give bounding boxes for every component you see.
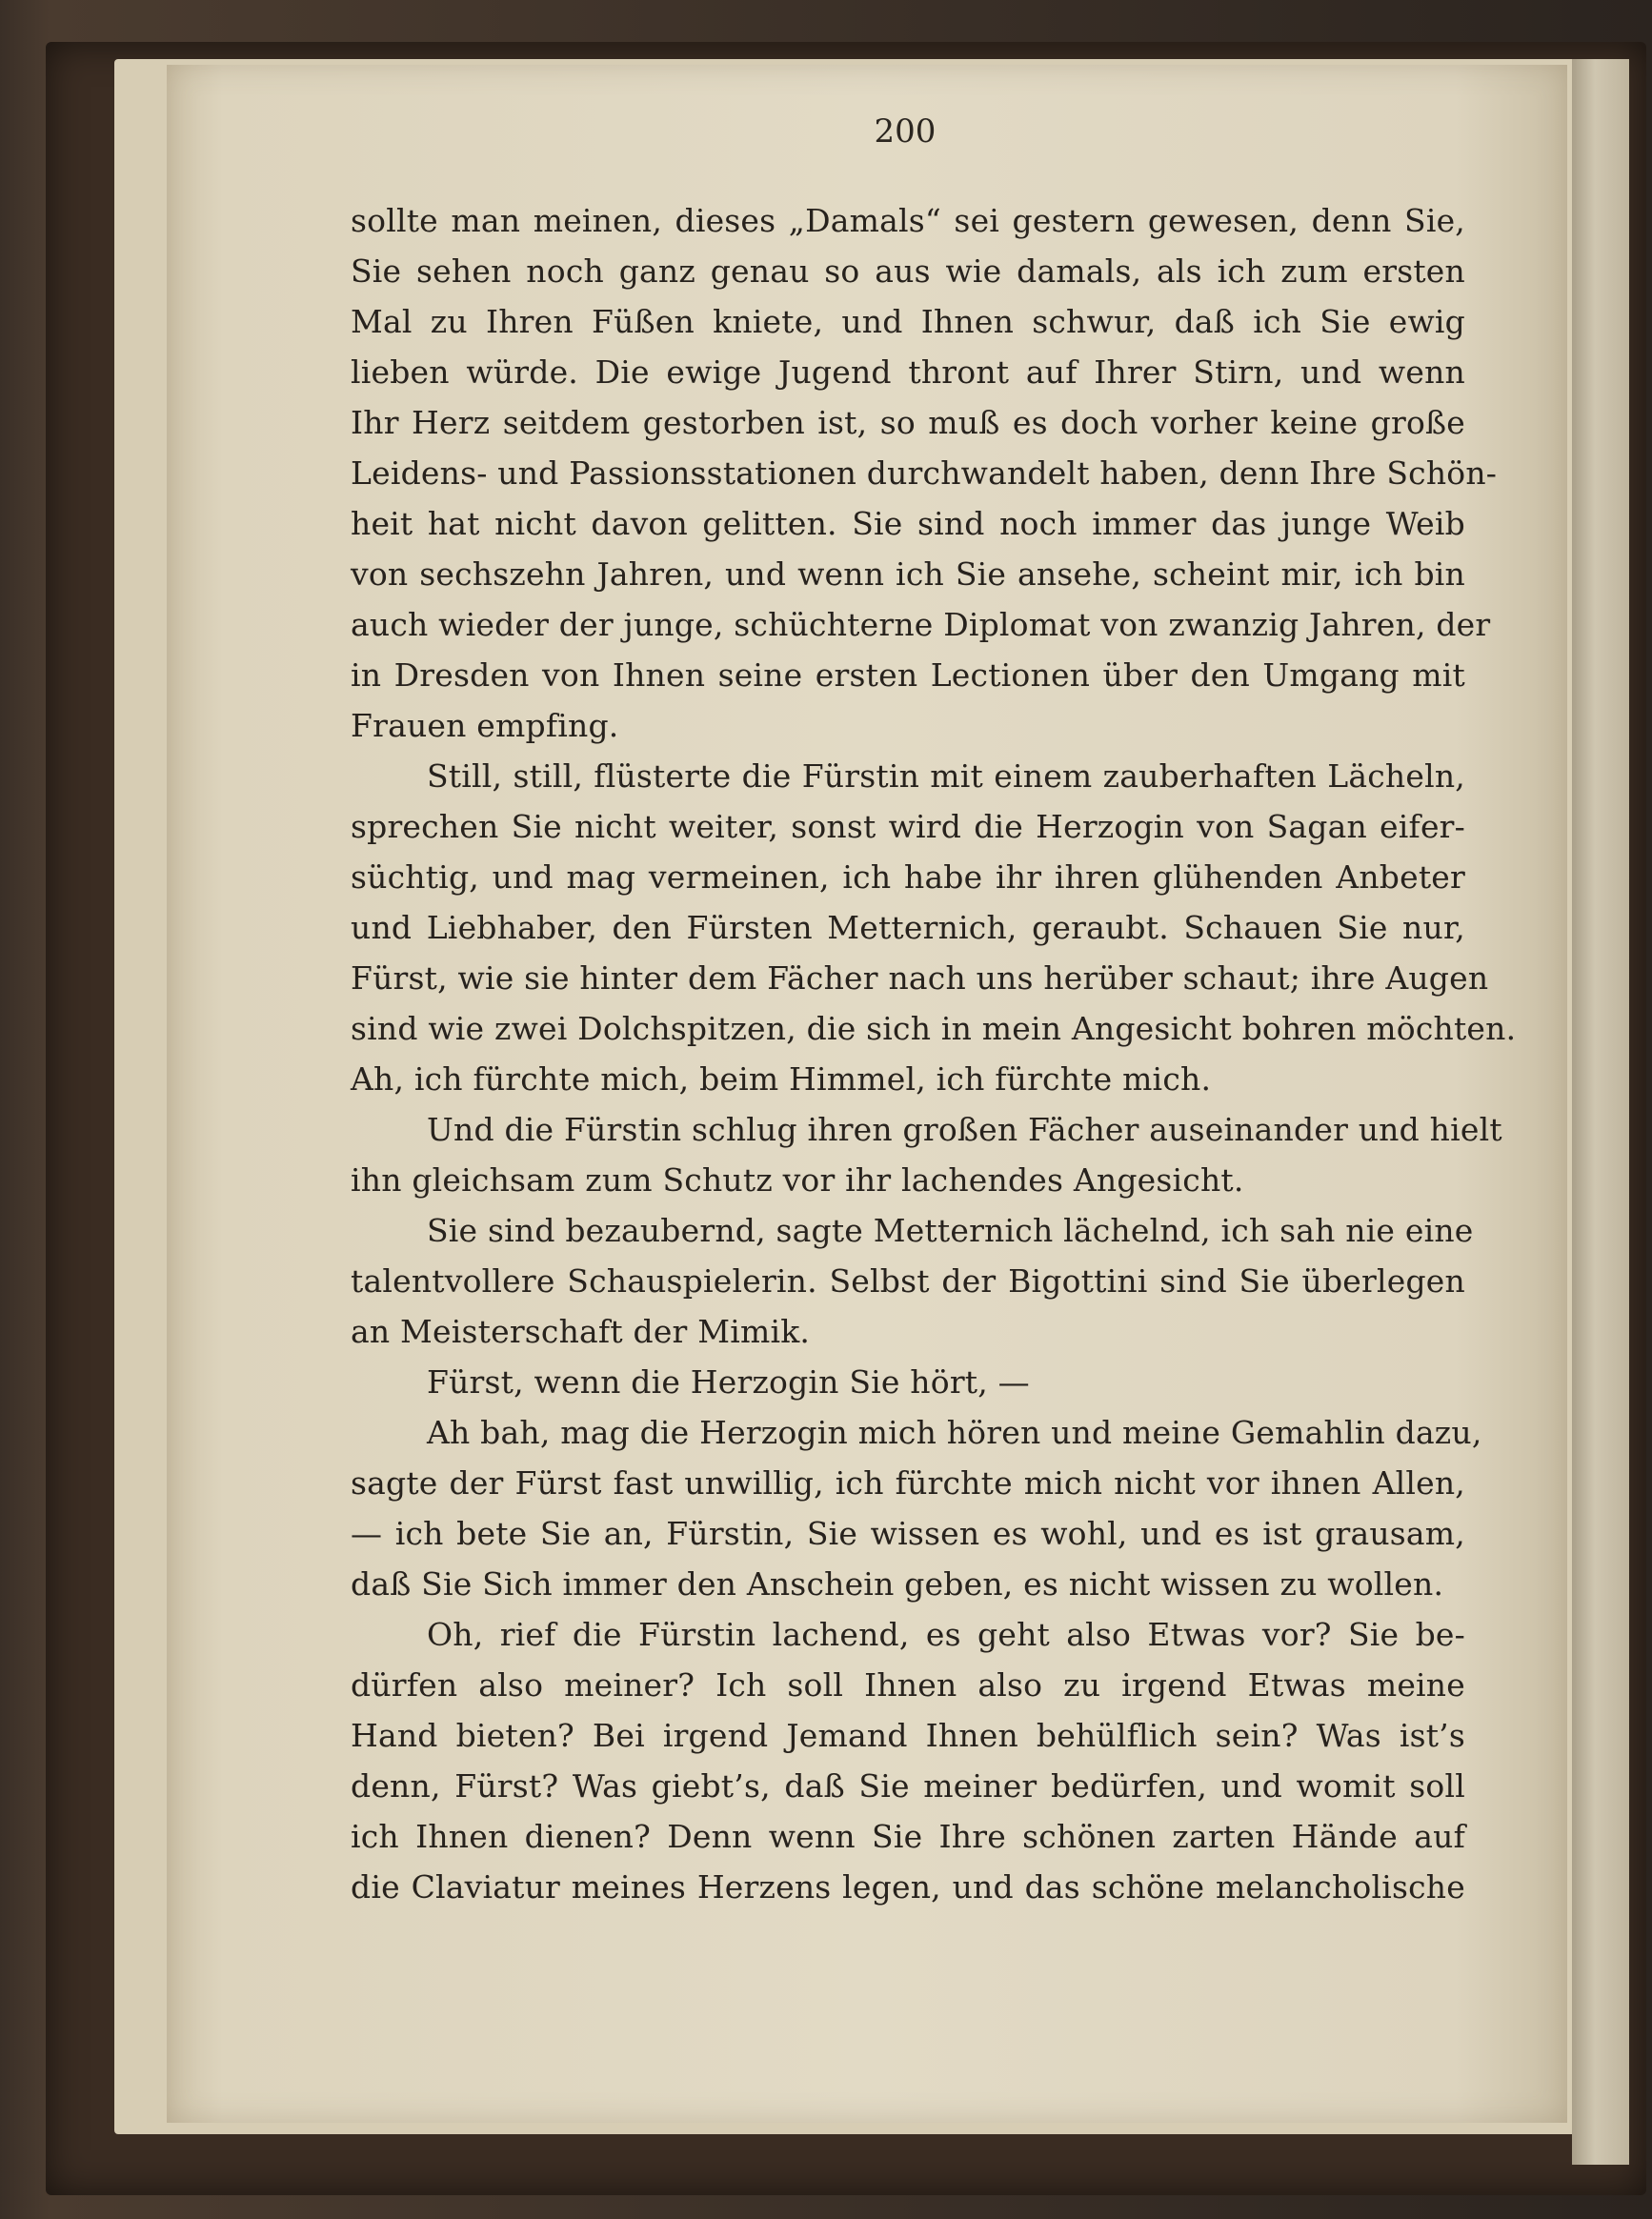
text-line: und Liebhaber, den Fürsten Metternich, geraubt. Schauen Sie nur,: [351, 909, 1465, 946]
text-line: von sechszehn Jahren, und wenn ich Sie ansehe, scheint mir, ich bin: [351, 555, 1465, 593]
text-line: talentvollere Schauspielerin. Selbst der Bigottini sind Sie überlegen: [351, 1262, 1465, 1300]
text-line: dürfen also meiner? Ich soll Ihnen also zu irgend Etwas meine: [351, 1666, 1465, 1704]
text-line: denn, Fürst? Was giebt’s, daß Sie meiner bedürfen, und womit soll: [351, 1767, 1465, 1805]
text-line: in Dresden von Ihnen seine ersten Lectionen über den Umgang mit: [351, 656, 1465, 694]
text-line: sagte der Fürst fast unwillig, ich fürchte mich nicht vor ihnen Allen,: [351, 1464, 1465, 1502]
text-line: Ah, ich fürchte mich, beim Himmel, ich fürchte mich.: [351, 1060, 1212, 1098]
text-line: Ah bah, mag die Herzogin mich hören und meine Gemahlin dazu,: [427, 1414, 1482, 1451]
text-line: Sie sind bezaubernd, sagte Metternich lächelnd, ich sah nie eine: [427, 1212, 1474, 1249]
text-line: lieben würde. Die ewige Jugend thront auf Ihrer Stirn, und wenn: [351, 353, 1465, 391]
text-line: auch wieder der junge, schüchterne Diplomat von zwanzig Jahren, der: [351, 606, 1491, 643]
text-line: Oh, rief die Fürstin lachend, es geht also Etwas vor? Sie be-: [427, 1616, 1465, 1653]
text-line: an Meisterschaft der Mimik.: [351, 1313, 811, 1350]
text-line: ihn gleichsam zum Schutz vor ihr lachendes Angesicht.: [351, 1161, 1244, 1199]
page-text: [351, 195, 1517, 1912]
next-page-edge: [1572, 59, 1629, 2165]
page-number: 200: [874, 112, 937, 151]
text-line: Mal zu Ihren Füßen kniete, und Ihnen schwur, daß ich Sie ewig: [351, 303, 1465, 340]
text-line: Fürst, wenn die Herzogin Sie hört, —: [427, 1363, 1030, 1401]
text-line: Leidens- und Passionsstationen durchwandelt haben, denn Ihre Schön-: [351, 454, 1498, 492]
text-line: die Claviatur meines Herzens legen, und das schöne melancholische: [351, 1868, 1465, 1906]
text-line: Und die Fürstin schlug ihren großen Fächer auseinander und hielt: [427, 1111, 1502, 1148]
text-line: Sie sehen noch ganz genau so aus wie damals, als ich zum ersten: [351, 252, 1465, 290]
text-line: heit hat nicht davon gelitten. Sie sind noch immer das junge Weib: [351, 505, 1465, 542]
text-line: Fürst, wie sie hinter dem Fächer nach uns herüber schaut; ihre Augen: [351, 959, 1489, 997]
text-line: ich Ihnen dienen? Denn wenn Sie Ihre schönen zarten Hände auf: [351, 1818, 1465, 1855]
text-line: — ich bete Sie an, Fürstin, Sie wissen es wohl, und es ist grausam,: [351, 1515, 1465, 1552]
text-line: sprechen Sie nicht weiter, sonst wird die Herzogin von Sagan eifer-: [351, 808, 1465, 845]
text-line: sollte man meinen, dieses „Damals“ sei gestern gewesen, denn Sie,: [351, 202, 1465, 239]
text-line: Still, still, flüsterte die Fürstin mit einem zauberhaften Lächeln,: [427, 757, 1465, 795]
text-line: Hand bieten? Bei irgend Jemand Ihnen behülflich sein? Was ist’s: [351, 1717, 1465, 1754]
text-line: sind wie zwei Dolchspitzen, die sich in mein Angesicht bohren möchten.: [351, 1010, 1517, 1047]
text-line: Frauen empfing.: [351, 707, 619, 744]
text-line: Ihr Herz seitdem gestorben ist, so muß es doch vorher keine große: [351, 404, 1465, 441]
text-line: daß Sie Sich immer den Anschein geben, es nicht wissen zu wollen.: [351, 1565, 1444, 1603]
text-line: süchtig, und mag vermeinen, ich habe ihr ihren glühenden Anbeter: [351, 858, 1465, 896]
